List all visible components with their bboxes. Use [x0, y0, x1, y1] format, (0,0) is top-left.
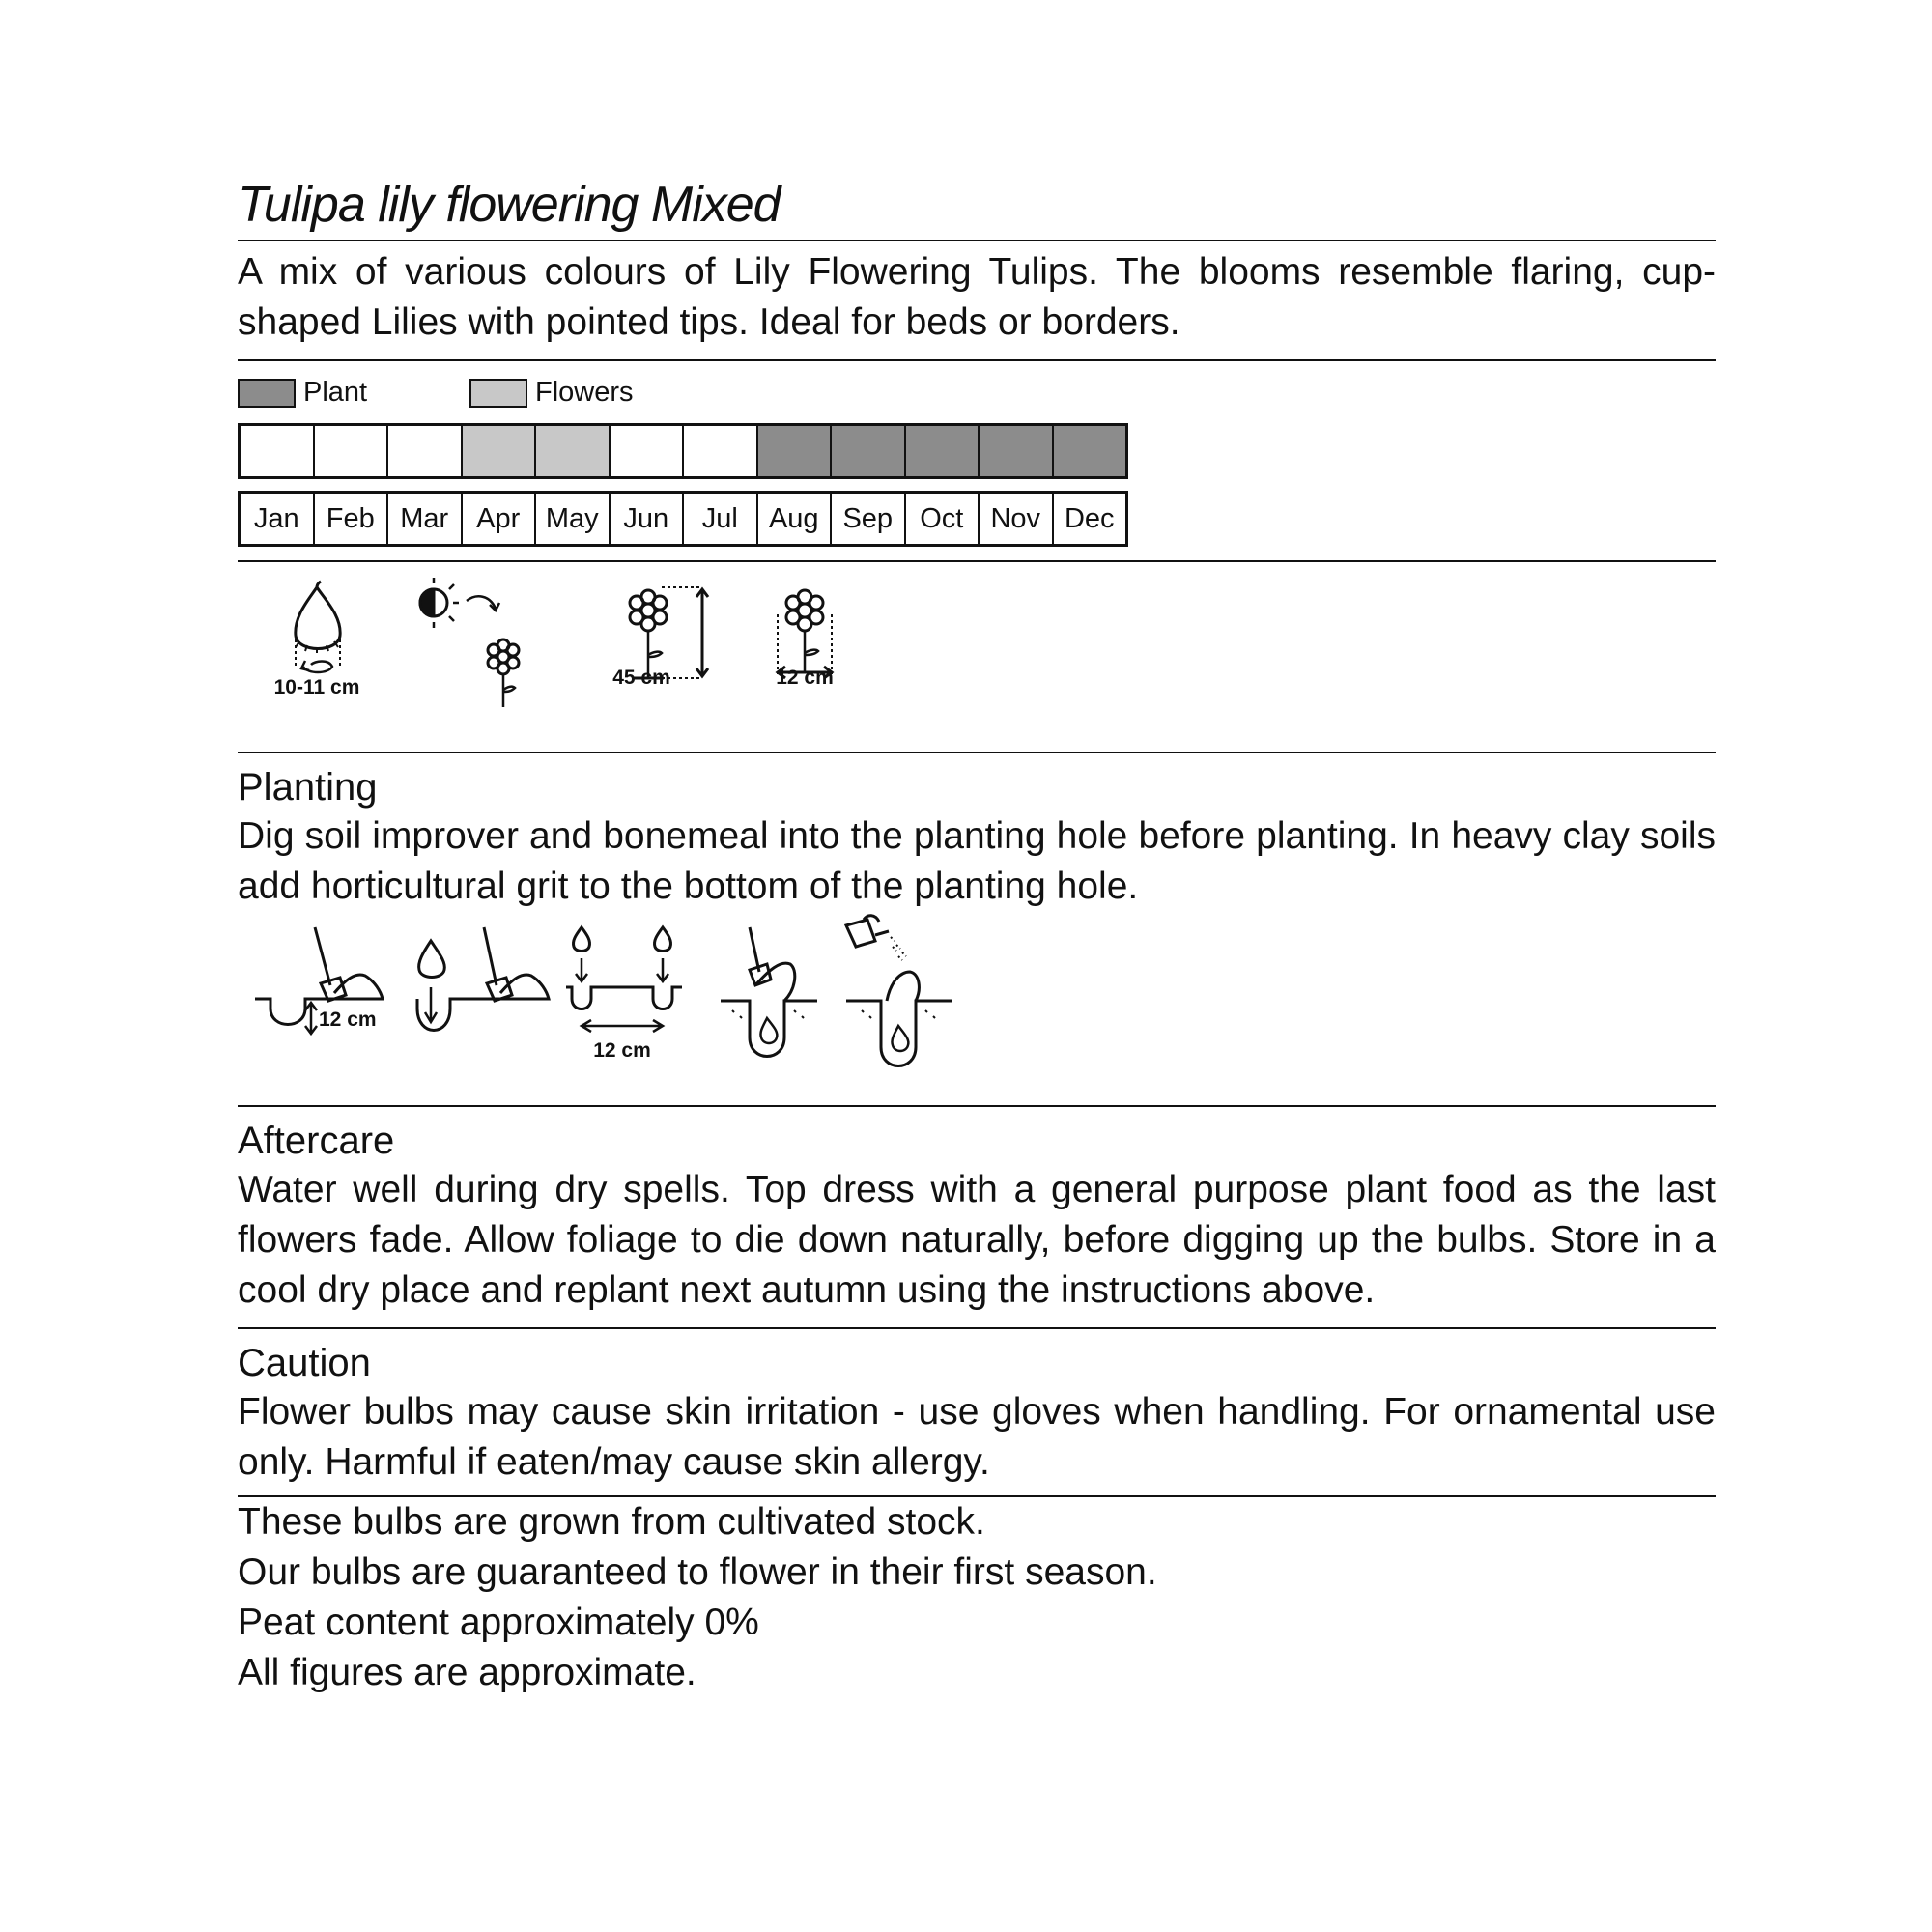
plant-swatch: [238, 379, 296, 408]
calendar-bar: [238, 423, 1128, 479]
footer-line: These bulbs are grown from cultivated stock.: [238, 1501, 985, 1543]
planting-steps: [238, 912, 1716, 1105]
legend-plant-label: Plant: [303, 377, 368, 408]
footer-line: Peat content approximately 0%: [238, 1602, 759, 1643]
calendar-cell-oct: [906, 426, 980, 476]
bulb-spacing-icon: [566, 927, 682, 1032]
aftercare-heading: Aftercare: [238, 1120, 395, 1162]
plant-spacing-icon: [778, 590, 832, 678]
calendar-month-apr: Apr: [463, 494, 537, 544]
calendar-month-mar: Mar: [388, 494, 463, 544]
bulb-depth-icon: [296, 582, 340, 672]
calendar-cell-jul: [684, 426, 758, 476]
divider: [238, 752, 1716, 753]
product-title: Tulipa lily flowering Mixed: [238, 177, 781, 233]
aftercare-text: Water well during dry spells. Top dress with a general purpose plant food as the last flowers fade. Allow foliage to die down naturally, before digging up the bulbs. Store in a cool dry place and replant next autumn using the instructions above.: [238, 1169, 1716, 1311]
calendar-month-jan: Jan: [241, 494, 315, 544]
backfill-icon: [721, 927, 817, 1057]
calendar-month-nov: Nov: [980, 494, 1054, 544]
growing-icons: [238, 562, 914, 752]
calendar-month-feb: Feb: [315, 494, 389, 544]
calendar-cell-mar: [388, 426, 463, 476]
flowers-swatch: [469, 379, 527, 408]
calendar-cell-apr: [463, 426, 537, 476]
calendar-cell-sep: [832, 426, 906, 476]
growing-icons-row: [238, 562, 1716, 752]
calendar-month-dec: Dec: [1064, 502, 1115, 534]
spacing-label: 12 cm: [776, 667, 834, 689]
calendar-cell-jun: [611, 426, 685, 476]
calendar-legend: [238, 361, 1716, 419]
legend-flowers-label: Flowers: [535, 377, 634, 408]
planting-heading: Planting: [238, 766, 378, 809]
divider: [238, 240, 1716, 242]
calendar-month-aug: Aug: [758, 494, 833, 544]
calendar-cell-aug: [758, 426, 833, 476]
divider: [238, 1105, 1716, 1107]
calendar-cell-jan: [241, 426, 315, 476]
product-description: A mix of various colours of Lily Flowering Tulips. The blooms resemble flaring, cup-shaped Lilies with pointed tips. Ideal for beds or borders.: [238, 251, 1716, 343]
divider: [238, 1327, 1716, 1329]
calendar-cell-feb: [315, 426, 389, 476]
planting-steps-illustration: [238, 912, 1107, 1105]
calendar-cell-dec: [1054, 426, 1126, 476]
depth-label: 10-11 cm: [273, 676, 360, 698]
calendar-cell-may: [536, 426, 611, 476]
caution-heading: Caution: [238, 1342, 371, 1384]
calendar-month-jul: Jul: [684, 494, 758, 544]
calendar-month-jun: Jun: [611, 494, 685, 544]
footer-line: Our bulbs are guaranteed to flower in their first season.: [238, 1551, 1157, 1593]
step-depth-label: 12 cm: [319, 1009, 377, 1031]
bulb-info-card: [238, 174, 1716, 1698]
calendar-cell-nov: [980, 426, 1054, 476]
step-spacing-label: 12 cm: [593, 1039, 651, 1062]
caution-text: Flower bulbs may cause skin irritation - use gloves when handling. For ornamental use only. Harmful if eaten/may cause skin allergy.: [238, 1391, 1716, 1483]
place-bulb-icon: [417, 927, 549, 1031]
footer-line: All figures are approximate.: [238, 1652, 696, 1693]
calendar-month-sep: Sep: [832, 494, 906, 544]
height-label: 45 cm: [612, 667, 670, 689]
plant-height-icon: [630, 587, 708, 678]
calendar-month-oct: Oct: [906, 494, 980, 544]
sun-shade-icon: [420, 578, 519, 707]
calendar-months: [238, 491, 1128, 547]
water-icon: [846, 916, 952, 1066]
legend-flowers: [469, 377, 634, 409]
planting-text: Dig soil improver and bonemeal into the planting hole before planting. In heavy clay soils add horticultural grit to the bottom of the planting hole.: [238, 815, 1716, 907]
calendar-month-may: May: [536, 494, 611, 544]
footer-notes: [238, 1497, 1716, 1698]
legend-plant: [238, 377, 367, 409]
